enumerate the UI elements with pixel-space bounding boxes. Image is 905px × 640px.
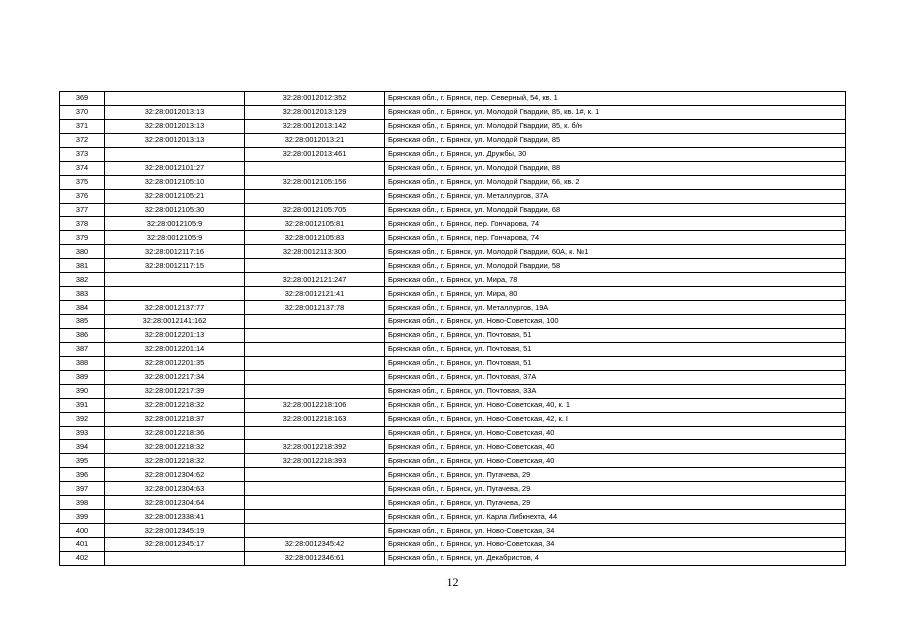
address-cell: Брянская обл., г. Брянск, ул. Почтовая, 51 xyxy=(385,342,846,356)
table-row xyxy=(60,301,846,315)
address-cell: Брянская обл., г. Брянск, ул. Пугачева, 29 xyxy=(385,482,846,496)
building-cadastral-number-cell: 32:28:0012137:78 xyxy=(245,301,385,315)
land-cadastral-number-cell: 32:28:0012141:162 xyxy=(105,315,245,329)
building-cadastral-number-cell: 32:28:0012346:61 xyxy=(245,551,385,565)
land-cadastral-number-cell xyxy=(105,273,245,287)
table-row xyxy=(60,496,846,510)
building-cadastral-number-cell: 32:28:0012105:81 xyxy=(245,217,385,231)
table-row xyxy=(60,175,846,189)
building-cadastral-number-cell: 32:28:0012113:300 xyxy=(245,245,385,259)
table-row xyxy=(60,119,846,133)
land-cadastral-number-cell xyxy=(105,551,245,565)
row-number-cell: 391 xyxy=(60,398,105,412)
address-cell: Брянская обл., г. Брянск, ул. Пугачева, 29 xyxy=(385,468,846,482)
address-cell: Брянская обл., г. Брянск, ул. Ново-Советская, 34 xyxy=(385,538,846,552)
land-cadastral-number-cell: 32:28:0012217:39 xyxy=(105,384,245,398)
row-number-cell: 373 xyxy=(60,147,105,161)
row-number-cell: 402 xyxy=(60,551,105,565)
address-cell: Брянская обл., г. Брянск, ул. Металлургов, 19А xyxy=(385,301,846,315)
row-number-cell: 372 xyxy=(60,133,105,147)
address-cell: Брянская обл., г. Брянск, ул. Почтовая, 51 xyxy=(385,328,846,342)
land-cadastral-number-cell: 32:28:0012304:63 xyxy=(105,482,245,496)
row-number-cell: 386 xyxy=(60,328,105,342)
register-table xyxy=(59,91,846,566)
table-row xyxy=(60,105,846,119)
land-cadastral-number-cell: 32:28:0012105:30 xyxy=(105,203,245,217)
row-number-cell: 370 xyxy=(60,105,105,119)
table-row xyxy=(60,342,846,356)
land-cadastral-number-cell xyxy=(105,147,245,161)
building-cadastral-number-cell xyxy=(245,426,385,440)
address-cell: Брянская обл., г. Брянск, ул. Почтовая, 33А xyxy=(385,384,846,398)
building-cadastral-number-cell xyxy=(245,342,385,356)
row-number-cell: 400 xyxy=(60,524,105,538)
building-cadastral-number-cell xyxy=(245,384,385,398)
building-cadastral-number-cell: 32:28:0012121:41 xyxy=(245,287,385,301)
building-cadastral-number-cell xyxy=(245,482,385,496)
address-cell: Брянская обл., г. Брянск, ул. Молодой Гвардии, 58 xyxy=(385,259,846,273)
address-cell: Брянская обл., г. Брянск, пер. Северный, 54, кв. 1 xyxy=(385,92,846,106)
land-cadastral-number-cell: 32:28:0012013:13 xyxy=(105,105,245,119)
building-cadastral-number-cell: 32:28:0012105:83 xyxy=(245,231,385,245)
row-number-cell: 369 xyxy=(60,92,105,106)
building-cadastral-number-cell: 32:28:0012345:42 xyxy=(245,538,385,552)
building-cadastral-number-cell xyxy=(245,468,385,482)
row-number-cell: 371 xyxy=(60,119,105,133)
table-row xyxy=(60,384,846,398)
table-row xyxy=(60,217,846,231)
land-cadastral-number-cell: 32:28:0012201:35 xyxy=(105,356,245,370)
land-cadastral-number-cell: 32:28:0012013:13 xyxy=(105,119,245,133)
table-row xyxy=(60,538,846,552)
table-row xyxy=(60,454,846,468)
address-cell: Брянская обл., г. Брянск, пер. Гончарова, 74 xyxy=(385,217,846,231)
building-cadastral-number-cell: 32:28:0012012:352 xyxy=(245,92,385,106)
land-cadastral-number-cell: 32:28:0012201:13 xyxy=(105,328,245,342)
table-row xyxy=(60,133,846,147)
building-cadastral-number-cell: 32:28:0012013:21 xyxy=(245,133,385,147)
table-row xyxy=(60,440,846,454)
address-cell: Брянская обл., г. Брянск, ул. Молодой Гвардии, 85 xyxy=(385,133,846,147)
address-cell: Брянская обл., г. Брянск, ул. Металлургов, 37А xyxy=(385,189,846,203)
land-cadastral-number-cell: 32:28:0012101:27 xyxy=(105,161,245,175)
land-cadastral-number-cell: 32:28:0012304:62 xyxy=(105,468,245,482)
row-number-cell: 379 xyxy=(60,231,105,245)
building-cadastral-number-cell: 32:28:0012105:156 xyxy=(245,175,385,189)
row-number-cell: 392 xyxy=(60,412,105,426)
table-row xyxy=(60,328,846,342)
address-cell: Брянская обл., г. Брянск, ул. Карла Либкнехта, 44 xyxy=(385,510,846,524)
address-cell: Брянская обл., г. Брянск, ул. Ново-Советская, 34 xyxy=(385,524,846,538)
row-number-cell: 398 xyxy=(60,496,105,510)
land-cadastral-number-cell: 32:28:0012105:10 xyxy=(105,175,245,189)
row-number-cell: 388 xyxy=(60,356,105,370)
address-cell: Брянская обл., г. Брянск, ул. Ново-Советская, 40 xyxy=(385,454,846,468)
row-number-cell: 385 xyxy=(60,315,105,329)
row-number-cell: 374 xyxy=(60,161,105,175)
land-cadastral-number-cell xyxy=(105,287,245,301)
building-cadastral-number-cell: 32:28:0012013:461 xyxy=(245,147,385,161)
building-cadastral-number-cell xyxy=(245,315,385,329)
table-row xyxy=(60,510,846,524)
land-cadastral-number-cell: 32:28:0012105:9 xyxy=(105,231,245,245)
table-row xyxy=(60,370,846,384)
row-number-cell: 375 xyxy=(60,175,105,189)
table-row xyxy=(60,412,846,426)
table-row xyxy=(60,524,846,538)
building-cadastral-number-cell xyxy=(245,356,385,370)
land-cadastral-number-cell: 32:28:0012137:77 xyxy=(105,301,245,315)
page-number: 12 xyxy=(446,575,459,589)
register-table-body xyxy=(60,92,846,566)
building-cadastral-number-cell: 32:28:0012121:247 xyxy=(245,273,385,287)
address-cell: Брянская обл., г. Брянск, ул. Декабристов, 4 xyxy=(385,551,846,565)
address-cell: Брянская обл., г. Брянск, пер. Гончарова, 74 xyxy=(385,231,846,245)
address-cell: Брянская обл., г. Брянск, ул. Молодой Гвардии, 85, кв. 1#, к. 1 xyxy=(385,105,846,119)
building-cadastral-number-cell: 32:28:0012013:129 xyxy=(245,105,385,119)
table-row xyxy=(60,231,846,245)
table-row xyxy=(60,92,846,106)
land-cadastral-number-cell: 32:28:0012345:19 xyxy=(105,524,245,538)
row-number-cell: 399 xyxy=(60,510,105,524)
land-cadastral-number-cell: 32:28:0012117:15 xyxy=(105,259,245,273)
table-row xyxy=(60,551,846,565)
table-row xyxy=(60,189,846,203)
building-cadastral-number-cell: 32:28:0012105:705 xyxy=(245,203,385,217)
table-row xyxy=(60,273,846,287)
address-cell: Брянская обл., г. Брянск, ул. Ново-Советская, 100 xyxy=(385,315,846,329)
row-number-cell: 380 xyxy=(60,245,105,259)
building-cadastral-number-cell xyxy=(245,510,385,524)
table-row xyxy=(60,482,846,496)
row-number-cell: 376 xyxy=(60,189,105,203)
row-number-cell: 382 xyxy=(60,273,105,287)
table-row xyxy=(60,287,846,301)
land-cadastral-number-cell: 32:28:0012304:64 xyxy=(105,496,245,510)
land-cadastral-number-cell: 32:28:0012218:36 xyxy=(105,426,245,440)
building-cadastral-number-cell xyxy=(245,328,385,342)
building-cadastral-number-cell xyxy=(245,161,385,175)
building-cadastral-number-cell xyxy=(245,524,385,538)
land-cadastral-number-cell: 32:28:0012345:17 xyxy=(105,538,245,552)
row-number-cell: 390 xyxy=(60,384,105,398)
table-row xyxy=(60,356,846,370)
address-cell: Брянская обл., г. Брянск, ул. Молодой Гвардии, 88 xyxy=(385,161,846,175)
table-row xyxy=(60,147,846,161)
row-number-cell: 393 xyxy=(60,426,105,440)
address-cell: Брянская обл., г. Брянск, ул. Молодой Гвардии, 60А, к. №1 xyxy=(385,245,846,259)
land-cadastral-number-cell: 32:28:0012105:9 xyxy=(105,217,245,231)
land-cadastral-number-cell: 32:28:0012338:41 xyxy=(105,510,245,524)
address-cell: Брянская обл., г. Брянск, ул. Мира, 80 xyxy=(385,287,846,301)
row-number-cell: 381 xyxy=(60,259,105,273)
land-cadastral-number-cell: 32:28:0012201:14 xyxy=(105,342,245,356)
table-row xyxy=(60,259,846,273)
land-cadastral-number-cell: 32:28:0012218:32 xyxy=(105,440,245,454)
land-cadastral-number-cell: 32:28:0012218:32 xyxy=(105,398,245,412)
building-cadastral-number-cell xyxy=(245,370,385,384)
row-number-cell: 387 xyxy=(60,342,105,356)
row-number-cell: 395 xyxy=(60,454,105,468)
address-cell: Брянская обл., г. Брянск, ул. Почтовая, 37А xyxy=(385,370,846,384)
table-row xyxy=(60,426,846,440)
building-cadastral-number-cell xyxy=(245,189,385,203)
row-number-cell: 377 xyxy=(60,203,105,217)
row-number-cell: 401 xyxy=(60,538,105,552)
table-row xyxy=(60,245,846,259)
building-cadastral-number-cell: 32:28:0012218:106 xyxy=(245,398,385,412)
land-cadastral-number-cell: 32:28:0012218:32 xyxy=(105,454,245,468)
land-cadastral-number-cell xyxy=(105,92,245,106)
building-cadastral-number-cell: 32:28:0012218:163 xyxy=(245,412,385,426)
building-cadastral-number-cell xyxy=(245,496,385,510)
row-number-cell: 394 xyxy=(60,440,105,454)
table-row xyxy=(60,161,846,175)
address-cell: Брянская обл., г. Брянск, ул. Мира, 78 xyxy=(385,273,846,287)
table-row xyxy=(60,315,846,329)
building-cadastral-number-cell xyxy=(245,259,385,273)
address-cell: Брянская обл., г. Брянск, ул. Молодой Гвардии, 68 xyxy=(385,203,846,217)
address-cell: Брянская обл., г. Брянск, ул. Молодой Гвардии, 85, к. б/н xyxy=(385,119,846,133)
land-cadastral-number-cell: 32:28:0012013:13 xyxy=(105,133,245,147)
address-cell: Брянская обл., г. Брянск, ул. Молодой Гвардии, 66, кв. 2 xyxy=(385,175,846,189)
land-cadastral-number-cell: 32:28:0012105:21 xyxy=(105,189,245,203)
row-number-cell: 389 xyxy=(60,370,105,384)
table-row xyxy=(60,468,846,482)
row-number-cell: 397 xyxy=(60,482,105,496)
row-number-cell: 378 xyxy=(60,217,105,231)
address-cell: Брянская обл., г. Брянск, ул. Ново-Советская, 40, к. 1 xyxy=(385,398,846,412)
land-cadastral-number-cell: 32:28:0012218:37 xyxy=(105,412,245,426)
table-row xyxy=(60,398,846,412)
land-cadastral-number-cell: 32:28:0012217:34 xyxy=(105,370,245,384)
address-cell: Брянская обл., г. Брянск, ул. Ново-Советская, 40 xyxy=(385,426,846,440)
row-number-cell: 383 xyxy=(60,287,105,301)
address-cell: Брянская обл., г. Брянск, ул. Ново-Советская, 40 xyxy=(385,440,846,454)
building-cadastral-number-cell: 32:28:0012218:392 xyxy=(245,440,385,454)
building-cadastral-number-cell: 32:28:0012013:142 xyxy=(245,119,385,133)
land-cadastral-number-cell: 32:28:0012117:16 xyxy=(105,245,245,259)
address-cell: Брянская обл., г. Брянск, ул. Дружбы, 30 xyxy=(385,147,846,161)
address-cell: Брянская обл., г. Брянск, ул. Почтовая, 51 xyxy=(385,356,846,370)
table-row xyxy=(60,203,846,217)
address-cell: Брянская обл., г. Брянск, ул. Ново-Советская, 42, к. I xyxy=(385,412,846,426)
row-number-cell: 384 xyxy=(60,301,105,315)
building-cadastral-number-cell: 32:28:0012218:393 xyxy=(245,454,385,468)
address-cell: Брянская обл., г. Брянск, ул. Пугачева, 29 xyxy=(385,496,846,510)
row-number-cell: 396 xyxy=(60,468,105,482)
